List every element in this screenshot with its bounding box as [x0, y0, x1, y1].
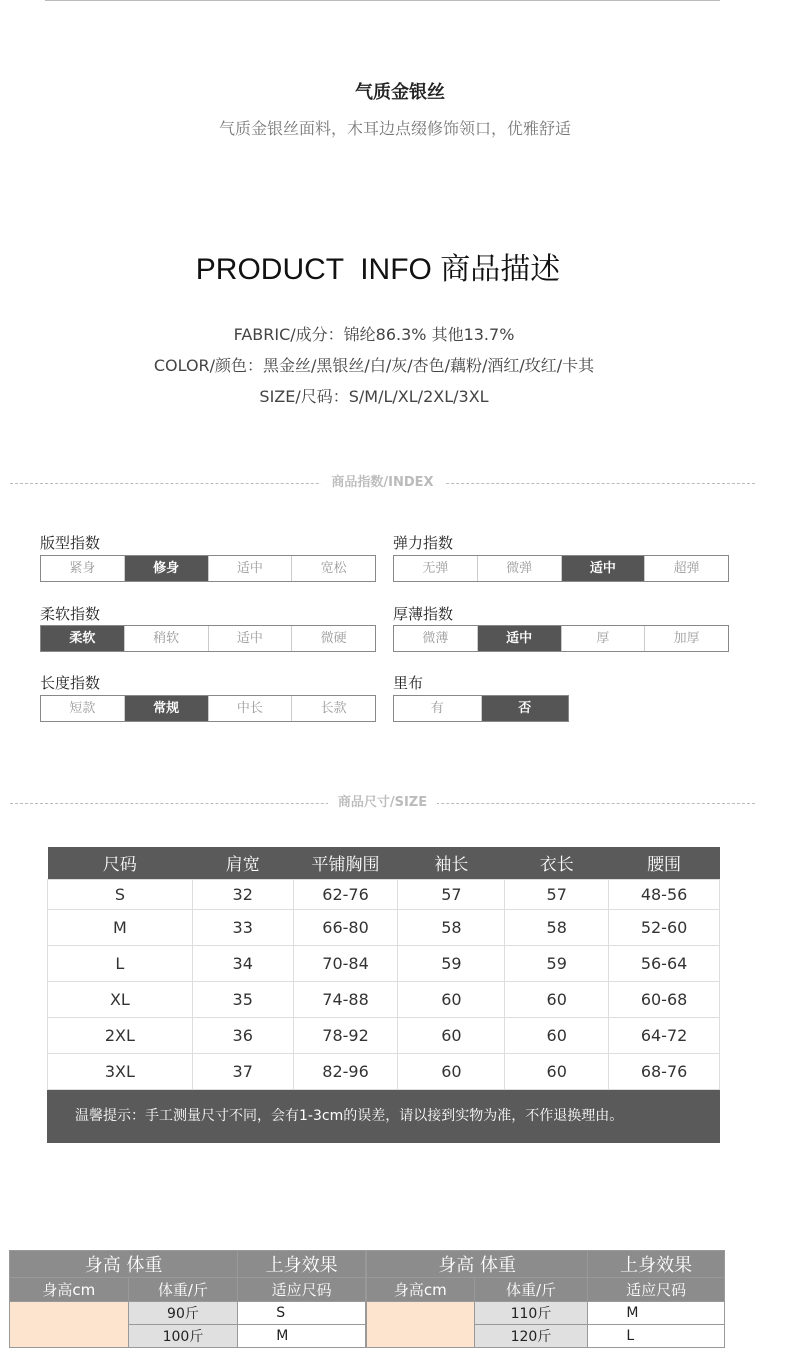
- elasticity-option-1: 微弹: [478, 556, 562, 581]
- elasticity-index-bar: [393, 555, 729, 582]
- table-row: [48, 909, 720, 945]
- height-weight-header: 身高 体重: [10, 1251, 238, 1278]
- table-cell: 34: [192, 945, 293, 981]
- color-line: COLOR/颜色：黑金丝/黑银丝/白/灰/杏色/藕粉/酒红/玫红/卡其: [153, 356, 595, 375]
- table-cell: 3XL: [48, 1053, 193, 1089]
- fit-effect-header: 上身效果: [238, 1251, 366, 1278]
- length-index-bar: [40, 695, 376, 722]
- table-row: [48, 945, 720, 981]
- body-table-subheader: [10, 1278, 366, 1302]
- table-cell: 90斤: [128, 1302, 238, 1325]
- table-row: [10, 1302, 366, 1325]
- size-divider-label: 商品尺寸/SIZE: [328, 795, 437, 810]
- fit-option-2: 适中: [209, 556, 293, 581]
- product-info-title: PRODUCT INFO 商品描述: [195, 253, 561, 286]
- body-table-left: [9, 1250, 366, 1348]
- table-cell: 58: [505, 909, 609, 945]
- height-cell: [367, 1302, 475, 1348]
- height-weight-header: 身高 体重: [367, 1251, 588, 1278]
- weight-header: 体重/斤: [474, 1278, 588, 1302]
- thickness-option-2: 厚: [562, 626, 646, 651]
- table-cell: 2XL: [48, 1017, 193, 1053]
- table-cell: 58: [398, 909, 505, 945]
- body-table-header: [367, 1251, 725, 1278]
- size-divider: [10, 796, 755, 810]
- table-cell: 59: [505, 945, 609, 981]
- table-cell: 33: [192, 909, 293, 945]
- elasticity-index-title: 弹力指数: [393, 534, 454, 552]
- fit-index-bar: [40, 555, 376, 582]
- table-cell: 82-96: [293, 1053, 398, 1089]
- fit-effect-header: 上身效果: [588, 1251, 725, 1278]
- header-sleeve: 袖长: [398, 847, 505, 879]
- height-cm-header: 身高cm: [367, 1278, 475, 1302]
- table-cell: 52-60: [609, 909, 720, 945]
- elasticity-option-2-selected: 适中: [562, 556, 646, 581]
- table-cell: 32: [192, 879, 293, 909]
- table-cell: L: [588, 1325, 725, 1348]
- fit-index-title: 版型指数: [40, 534, 101, 552]
- elasticity-option-3: 超弹: [673, 561, 700, 576]
- lining-title: 里布: [393, 674, 424, 692]
- length-option-1-selected: 常规: [125, 696, 209, 721]
- table-cell: 59: [398, 945, 505, 981]
- length-option-3: 长款: [320, 701, 347, 716]
- table-cell: 110斤: [474, 1302, 588, 1325]
- length-option-0: 短款: [41, 696, 125, 721]
- table-cell: S: [48, 879, 193, 909]
- size-table-header: [48, 847, 720, 879]
- header-waist: 腰围: [609, 847, 720, 879]
- table-cell: L: [48, 945, 193, 981]
- softness-option-3: 微硬: [320, 631, 347, 646]
- table-cell: 36: [192, 1017, 293, 1053]
- table-row: [48, 1053, 720, 1089]
- thickness-index-bar: [393, 625, 729, 652]
- table-cell: 62-76: [293, 879, 398, 909]
- length-option-2: 中长: [209, 696, 293, 721]
- height-cell: [10, 1302, 129, 1348]
- index-divider: [10, 476, 755, 490]
- table-cell: 60: [505, 1053, 609, 1089]
- table-cell: 60: [505, 1017, 609, 1053]
- header-length: 衣长: [505, 847, 609, 879]
- table-row: [48, 879, 720, 909]
- fit-option-0: 紧身: [41, 556, 125, 581]
- table-cell: 57: [398, 879, 505, 909]
- intro-headline: 气质金银丝: [355, 82, 445, 103]
- table-cell: 60: [398, 1053, 505, 1089]
- header-shoulder: 肩宽: [192, 847, 293, 879]
- table-cell: XL: [48, 981, 193, 1017]
- header-size: 尺码: [48, 847, 193, 879]
- table-cell: 120斤: [474, 1325, 588, 1348]
- top-divider-line: [45, 0, 720, 1]
- thickness-index-title: 厚薄指数: [393, 605, 454, 623]
- table-row: [48, 1017, 720, 1053]
- softness-index-bar: [40, 625, 376, 652]
- table-cell: 48-56: [609, 879, 720, 909]
- table-cell: 70-84: [293, 945, 398, 981]
- table-cell: 57: [505, 879, 609, 909]
- table-cell: 56-64: [609, 945, 720, 981]
- height-cm-header: 身高cm: [10, 1278, 129, 1302]
- softness-index-title: 柔软指数: [40, 605, 101, 623]
- measurement-tip: 温馨提示：手工测量尺寸不同，会有1-3cm的误差，请以接到实物为准，不作退换理由。: [47, 1090, 720, 1143]
- table-cell: 100斤: [128, 1325, 238, 1348]
- thickness-option-3: 加厚: [673, 631, 700, 646]
- length-index-title: 长度指数: [40, 674, 101, 692]
- body-table-subheader: [367, 1278, 725, 1302]
- table-cell: 78-92: [293, 1017, 398, 1053]
- body-table-right: [366, 1250, 725, 1348]
- index-divider-label: 商品指数/INDEX: [321, 475, 443, 490]
- fit-option-1-selected: 修身: [125, 556, 209, 581]
- table-cell: M: [588, 1302, 725, 1325]
- thickness-option-1-selected: 适中: [478, 626, 562, 651]
- table-cell: M: [48, 909, 193, 945]
- elasticity-option-0: 无弹: [394, 556, 478, 581]
- lining-bar: [393, 695, 569, 722]
- table-cell: 60-68: [609, 981, 720, 1017]
- softness-option-1: 稍软: [125, 626, 209, 651]
- table-cell: 60: [398, 1017, 505, 1053]
- table-row: [367, 1302, 725, 1325]
- table-cell: 74-88: [293, 981, 398, 1017]
- recommended-size-header: 适应尺码: [588, 1278, 725, 1302]
- table-cell: 68-76: [609, 1053, 720, 1089]
- fabric-line: FABRIC/成分：锦纶86.3% 其他13.7%: [233, 325, 515, 344]
- body-table-header: [10, 1251, 366, 1278]
- size-line: SIZE/尺码：S/M/L/XL/2XL/3XL: [259, 387, 489, 406]
- header-bust: 平铺胸围: [293, 847, 398, 879]
- table-cell: 60: [398, 981, 505, 1017]
- table-cell: M: [238, 1325, 366, 1348]
- recommended-size-header: 适应尺码: [238, 1278, 366, 1302]
- table-cell: 64-72: [609, 1017, 720, 1053]
- table-cell: 66-80: [293, 909, 398, 945]
- table-cell: 35: [192, 981, 293, 1017]
- table-cell: S: [238, 1302, 366, 1325]
- weight-header: 体重/斤: [128, 1278, 238, 1302]
- softness-option-0-selected: 柔软: [41, 626, 125, 651]
- lining-option-1-selected: 否: [482, 696, 569, 721]
- table-cell: 60: [505, 981, 609, 1017]
- table-row: [48, 981, 720, 1017]
- softness-option-2: 适中: [209, 626, 293, 651]
- thickness-option-0: 微薄: [394, 626, 478, 651]
- fit-option-3: 宽松: [320, 561, 347, 576]
- lining-option-0: 有: [394, 696, 482, 721]
- intro-subline: 气质金银丝面料，木耳边点缀修饰领口，优雅舒适: [218, 119, 571, 138]
- table-cell: 37: [192, 1053, 293, 1089]
- size-table: [47, 847, 720, 1090]
